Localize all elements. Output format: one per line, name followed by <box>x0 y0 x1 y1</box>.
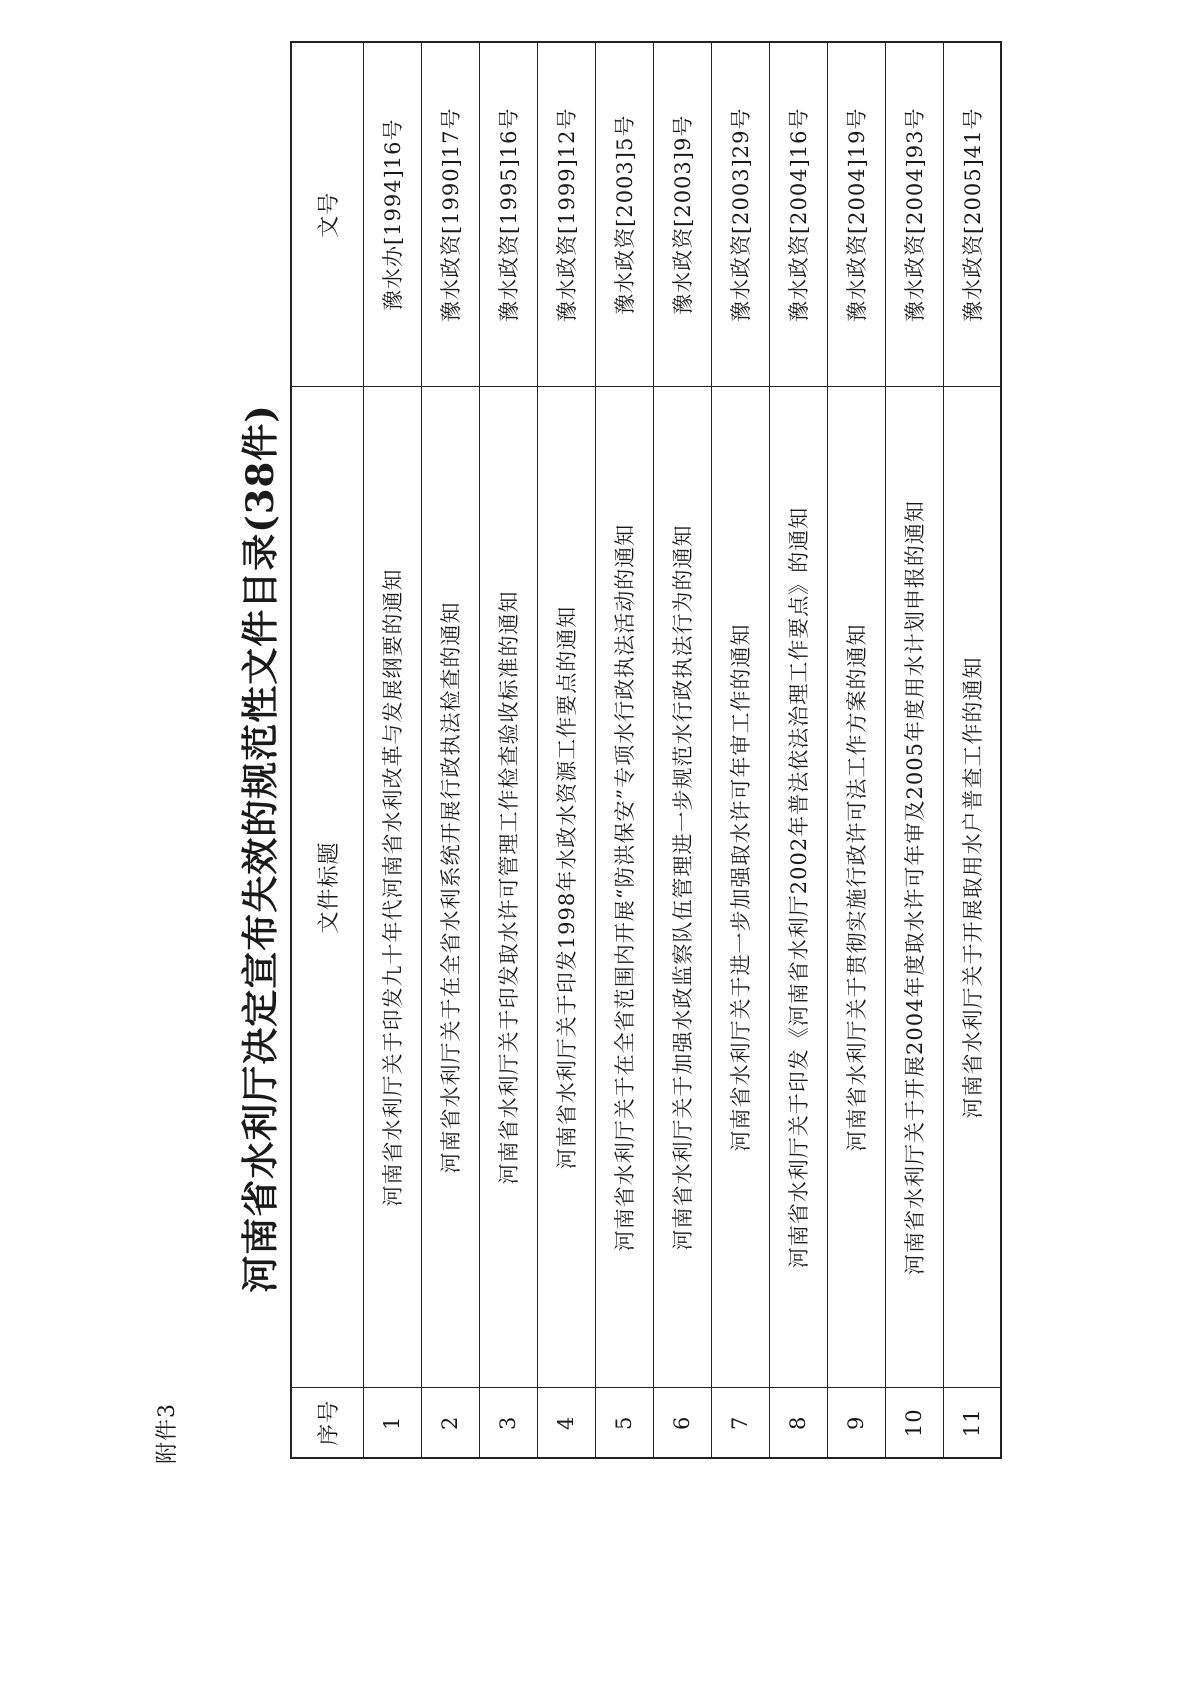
row-doc-no: 豫水政资[2005]41号 <box>943 42 1001 387</box>
row-no: 7 <box>711 1388 769 1458</box>
table-row <box>363 42 421 1458</box>
table-row <box>537 42 595 1458</box>
row-title: 河南省水利厅关于贯彻实施行政许可法工作方案的通知 <box>827 387 885 1388</box>
row-title: 河南省水利厅关于加强水政监察队伍管理进一步规范水行政执法行为的通知 <box>653 387 711 1388</box>
table-row <box>711 42 769 1458</box>
row-doc-no: 豫水政资[1990]17号 <box>421 42 479 387</box>
row-title: 河南省水利厅关于印发《河南省水利厅2002年普法依法治理工作要点》的通知 <box>769 387 827 1388</box>
row-doc-no: 豫水政资[1999]12号 <box>537 42 595 387</box>
row-no: 9 <box>827 1388 885 1458</box>
header-no: 序号 <box>291 1388 363 1458</box>
row-title: 河南省水利厅关于印发取水许可管理工作检查验收标准的通知 <box>479 387 537 1388</box>
row-no: 4 <box>537 1388 595 1458</box>
row-no: 5 <box>595 1388 653 1458</box>
row-title: 河南省水利厅关于进一步加强取水许可年审工作的通知 <box>711 387 769 1388</box>
row-doc-no: 豫水政资[2004]93号 <box>885 42 943 387</box>
table-header-row <box>291 42 363 1458</box>
row-title: 河南省水利厅关于开展取用水户普查工作的通知 <box>943 387 1001 1388</box>
row-no: 11 <box>943 1388 1001 1458</box>
row-title: 河南省水利厅关于印发九十年代河南省水利改革与发展纲要的通知 <box>363 387 421 1388</box>
row-doc-no: 豫水办[1994]16号 <box>363 42 421 387</box>
row-no: 2 <box>421 1388 479 1458</box>
table-row <box>769 42 827 1458</box>
row-title: 河南省水利厅关于在全省水利系统开展行政执法检查的通知 <box>421 387 479 1388</box>
row-doc-no: 豫水政资[2004]19号 <box>827 42 885 387</box>
row-no: 6 <box>653 1388 711 1458</box>
table-row <box>827 42 885 1458</box>
header-doc-no: 文号 <box>291 42 363 387</box>
row-no: 1 <box>363 1388 421 1458</box>
table-row <box>885 42 943 1458</box>
row-doc-no: 豫水政资[1995]16号 <box>479 42 537 387</box>
row-no: 8 <box>769 1388 827 1458</box>
row-doc-no: 豫水政资[2003]9号 <box>653 42 711 387</box>
table-row <box>421 42 479 1458</box>
attachment-label: 附件3 <box>155 1403 180 1464</box>
row-title: 河南省水利厅关于印发1998年水政水资源工作要点的通知 <box>537 387 595 1388</box>
row-doc-no: 豫水政资[2003]5号 <box>595 42 653 387</box>
row-title: 河南省水利厅关于在全省范围内开展“防洪保安”专项水行政执法活动的通知 <box>595 387 653 1388</box>
table-row <box>479 42 537 1458</box>
row-doc-no: 豫水政资[2003]29号 <box>711 42 769 387</box>
table-row <box>943 42 1001 1458</box>
row-doc-no: 豫水政资[2004]16号 <box>769 42 827 387</box>
row-no: 3 <box>479 1388 537 1458</box>
table-row <box>595 42 653 1458</box>
page-title: 河南省水利厅决定宣布失效的规范性文件目录(38件) <box>238 404 282 1293</box>
header-title: 文件标题 <box>291 387 363 1388</box>
table-row <box>653 42 711 1458</box>
row-title: 河南省水利厅关于开展2004年度取水许可年审及2005年度用水计划申报的通知 <box>885 387 943 1388</box>
document-table <box>290 41 1002 1459</box>
row-no: 10 <box>885 1388 943 1458</box>
